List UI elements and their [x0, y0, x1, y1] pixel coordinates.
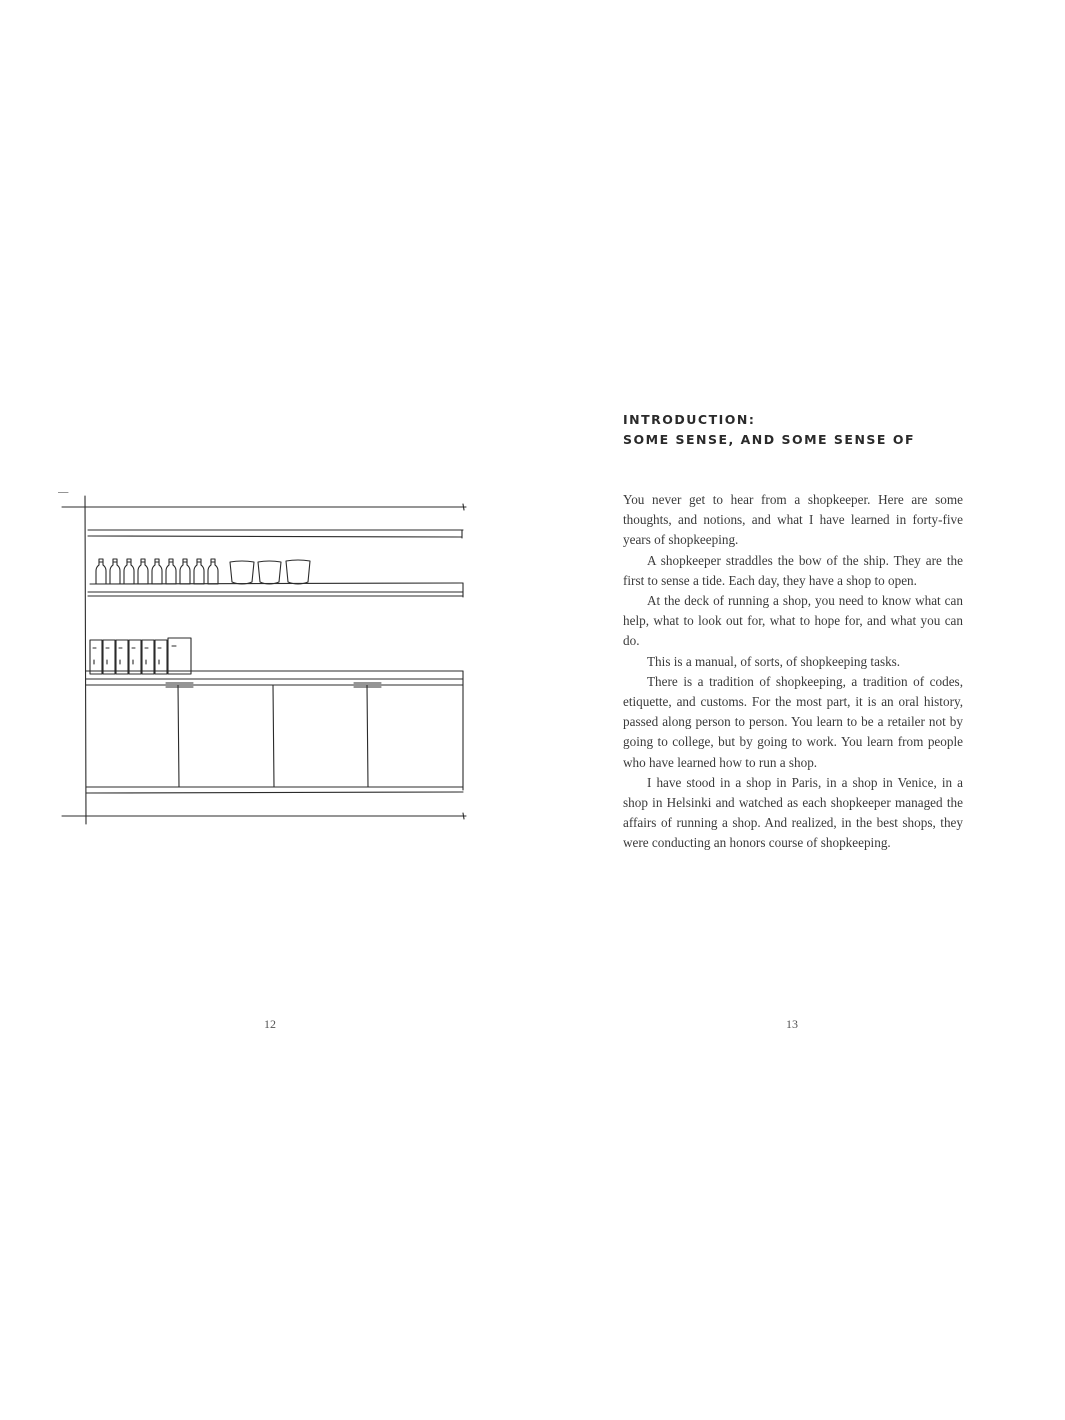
- paragraph: You never get to hear from a shopkeeper. Here are some thoughts, and notions, and what I have learned in forty-five years of shopkeeping.: [623, 492, 963, 548]
- paragraph: A shopkeeper straddles the bow of the ship. They are the first to sense a tide. Each day, they have a shop to open.: [623, 552, 963, 588]
- chapter-heading-line-2: SOME SENSE, AND SOME SENSE OF: [623, 432, 915, 447]
- page-number-left: 12: [264, 1017, 276, 1031]
- chapter-heading-line-1: INTRODUCTION:: [623, 412, 756, 427]
- body-text: [623, 490, 963, 854]
- paragraph: At the deck of running a shop, you need to know what can help, what to look out for, what to hope for, and what you can do.: [623, 593, 963, 649]
- left-page: [0, 0, 532, 1420]
- page-number-right: 13: [786, 1017, 798, 1031]
- paragraph: I have stood in a shop in Paris, in a shop in Venice, in a shop in Helsinki and watched as each shopkeeper managed the affairs of running a shop. And realized, in the best shops, they were conducting an honors course of shopkeeping.: [623, 774, 963, 851]
- bottles: [58, 492, 218, 584]
- boxes: [90, 638, 191, 674]
- cups: [230, 560, 310, 584]
- shop-shelving-illustration: [58, 492, 470, 828]
- paragraph: This is a manual, of sorts, of shopkeeping tasks.: [647, 653, 901, 669]
- chapter-heading: [623, 410, 983, 450]
- paragraph: There is a tradition of shopkeeping, a tradition of codes, etiquette, and customs. For the most part, it is an oral history, passed along person to person. You learn to be a retailer not by going to college, but by going to work. You learn from people who have learned how to run a shop.: [623, 673, 963, 770]
